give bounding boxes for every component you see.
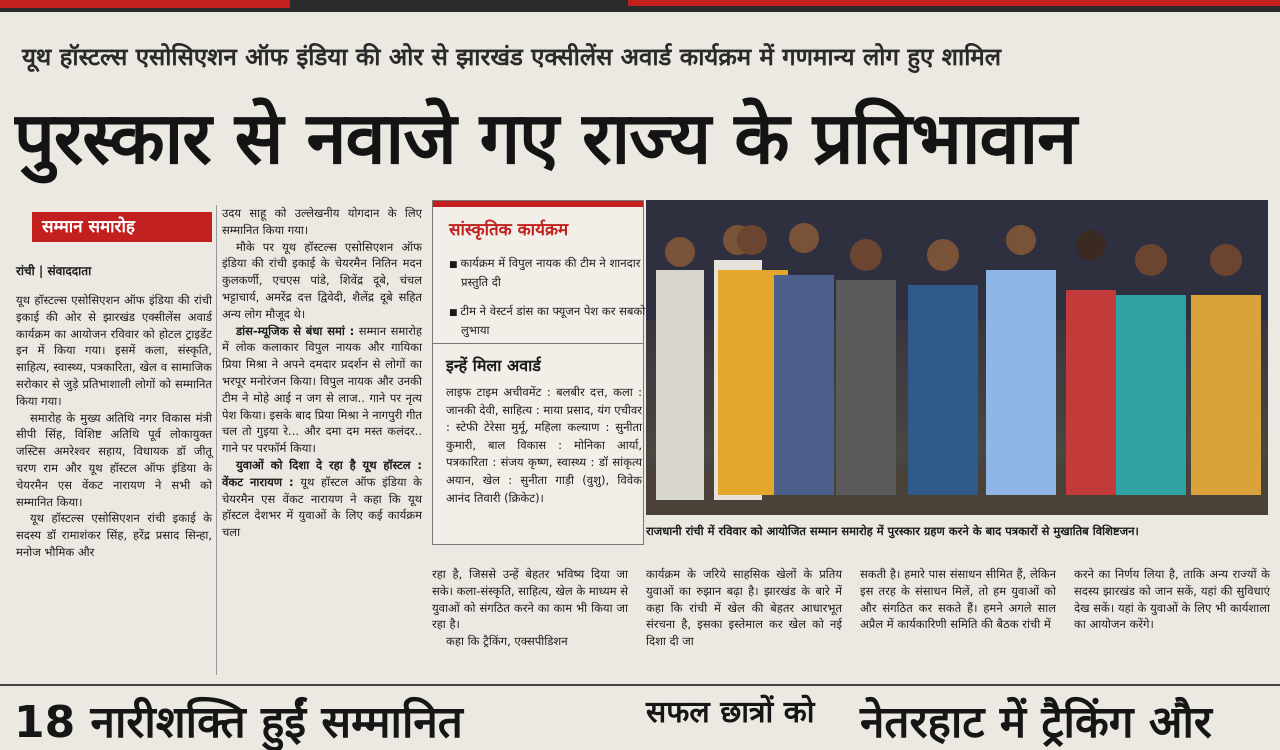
- article-column-6: [1074, 566, 1270, 633]
- article-column-1: [16, 292, 212, 561]
- box-title: सांस्कृतिक कार्यक्रम: [449, 220, 569, 240]
- article-paragraph: यूथ हॉस्टल्स एसोसिएशन रांची इकाई के सदस्य डॉ रामाशंकर सिंह, हरेंद्र प्रसाद सिन्हा, मनोज भौमिक और: [16, 511, 212, 559]
- top-color-bar: [0, 0, 1280, 12]
- box-bullet-item: ■ टीम ने वेस्टर्न डांस का फ्यूजन पेश कर सबको लुभाया: [449, 303, 651, 339]
- article-column-5: [860, 566, 1056, 633]
- bottom-headline-3: नेतरहाट में ट्रैकिंग और: [860, 697, 1212, 748]
- box-bullet-item: ■ कार्यक्रम में विपुल नायक की टीम ने शानदार प्रस्तुति दी: [449, 255, 651, 291]
- awards-title: इन्हें मिला अवार्ड: [446, 356, 541, 375]
- article-column-4: [646, 566, 842, 650]
- article-paragraph: कार्यक्रम के जरिये साहसिक खेलों के प्रतिय युवाओं का रुझान बढ़ा है। झारखंड के बारे में कहा कि रांची में खेल की बेहतर आधारभूत संरचना है, इसका इस्तेमाल कर खेल को नई दिशा दी जा: [646, 567, 842, 649]
- article-paragraph: उदय साहू को उल्लेखनीय योगदान के लिए सम्मानित किया गया।: [222, 206, 422, 237]
- subheading: डांस-म्यूजिक से बंधा समां :: [236, 323, 355, 338]
- article-paragraph: सकती है। हमारे पास संसाधन सीमित हैं, लेकिन इस तरह के संसाधन मिलें, तो हम युवाओं को और संगठित कर सकते हैं। हमने अगले साल अप्रैल में कार्यकारिणी समिति की बैठक रांची में: [860, 567, 1056, 632]
- article-column-2: [222, 205, 422, 541]
- photo-caption: राजधानी रांची में रविवार को आयोजित सम्मान समारोह में पुरस्कार ग्रहण करने के बाद पत्रकारों से मुखातिब विशिष्टजन।: [646, 524, 1139, 538]
- article-text: सम्मान समारोह में लोक कलाकार विपुल नायक और गायिका प्रिया मिश्रा ने अपने दमदार प्रदर्शन से लोगों का भरपूर मनोरंजन किया। विपुल नायक और उनकी टीम ने मोहे आई न जग से लाज.. गाने पर नृत्य पेश किया। इसके बाद प्रिया मिश्रा ने नागपुरी गीत चल तो गुइया रे... और दमा दम मस्त कलंदर.. गाने पर परफॉर्म किया।: [222, 323, 422, 456]
- article-paragraph: कहा कि ट्रैकिंग, एक्सपीडिशन: [446, 634, 568, 649]
- article-text: यूथ हॉस्टल ऑफ इंडिया के चेयरमैन एस वेंकट नारायण ने कहा कि यूथ हॉस्टल देशभर में युवाओं के लिए कई कार्यक्रम चला: [222, 474, 422, 540]
- bottom-rule: [0, 684, 1280, 686]
- box-red-rule: [433, 201, 643, 207]
- event-photo-illustration: [646, 200, 1268, 515]
- bottom-headline-2: सफल छात्रों को: [646, 695, 815, 730]
- box-divider: [433, 343, 643, 344]
- article-paragraph: यूथ हॉस्टल्स एसोसिएशन ऑफ इंडिया की रांची इकाई की ओर से झारखंड एक्सीलेंस अवार्ड कार्यक्रम का आयोजन रविवार को होटल ट्राइडेंट इन में किया गया। इसमें कला, संस्कृति, साहित्य, स्वास्थ्य, पत्रकारिता, खेल व सामाजिक सरोकार से जुड़े प्रतिभाशाली लोगों को सम्मानित किया गया।: [16, 293, 212, 408]
- column-rule: [216, 205, 217, 675]
- article-paragraph: रहा है, जिससे उन्हें बेहतर भविष्य दिया जा सके। कला-संस्कृति, साहित्य, खेल के माध्यम से युवाओं को संगठित करने का काम भी किया जा रहा है।: [432, 567, 628, 632]
- bottom-headline-1: 18 नारीशक्ति हुईं सम्मानित: [14, 697, 463, 748]
- kicker-headline: यूथ हॉस्टल्स एसोसिएशन ऑफ इंडिया की ओर से झारखंड एक्सीलेंस अवार्ड कार्यक्रम में गणमान्य लोग हुए शामिल: [22, 43, 1002, 71]
- main-headline: पुरस्कार से नवाजे गए राज्य के प्रतिभावान: [14, 96, 1077, 180]
- article-paragraph: मौके पर यूथ हॉस्टल्स एसोसिएशन ऑफ इंडिया की रांची इकाई के चेयरमैन नितिन मदन कुलकर्णी, एचएस पांडे, शिवेंद्र दूबे, चंचल भट्टाचार्य, अमरेंद्र दत्त द्विवेदी, शैलेंद्र दूबे सहित अन्य लोग मौजूद थे।: [222, 239, 422, 321]
- dateline: रांची | संवाददाता: [16, 264, 92, 278]
- article-paragraph: [222, 457, 422, 541]
- article-paragraph: करने का निर्णय लिया है, ताकि अन्य राज्यों के सदस्य झारखंड को जान सकें, यहां की सुविधाएं देख सकें। यहां के युवाओं के लिए भी कार्यशाला का आयोजन करेंगे।: [1074, 567, 1270, 632]
- article-column-3: [432, 566, 628, 650]
- top-red-bar: [0, 0, 290, 8]
- top-red-bar-right: [628, 0, 1280, 6]
- event-photo: [646, 200, 1268, 515]
- section-badge: सम्मान समारोह: [32, 212, 212, 242]
- article-paragraph: [222, 323, 422, 457]
- awards-list: लाइफ टाइम अचीवमेंट : बलबीर दत्त, कला : जानकी देवी, साहित्य : माया प्रसाद, यंग एचीवर : स्टेफी टेरेसा मुर्मू, महिला कल्याण : सुनीता कुमारी, बाल विकास : मोनिका आर्या, पत्रकारिता : संजय कृष्ण, स्वास्थ्य : डॉ सांकृत्य अयान, खेल : सुनीता गाड़ी (वुशु), विवेक आनंद तिवारी (क्रिकेट)।: [446, 385, 642, 505]
- article-paragraph: समारोह के मुख्य अतिथि नगर विकास मंत्री सीपी सिंह, विशिष्ट अतिथि पूर्व लोकायुक्त जस्टिस अमरेश्वर सहाय, विधायक डॉ जीतू चरण राम और यूथ हॉस्टल ऑफ इंडिया के चेयरमैन एस वेंकट नारायण ने सभी को सम्मानित किया।: [16, 410, 212, 509]
- subheading: युवाओं को दिशा दे रहा है यूथ हॉस्टल : वेंकट नारायण :: [222, 457, 422, 489]
